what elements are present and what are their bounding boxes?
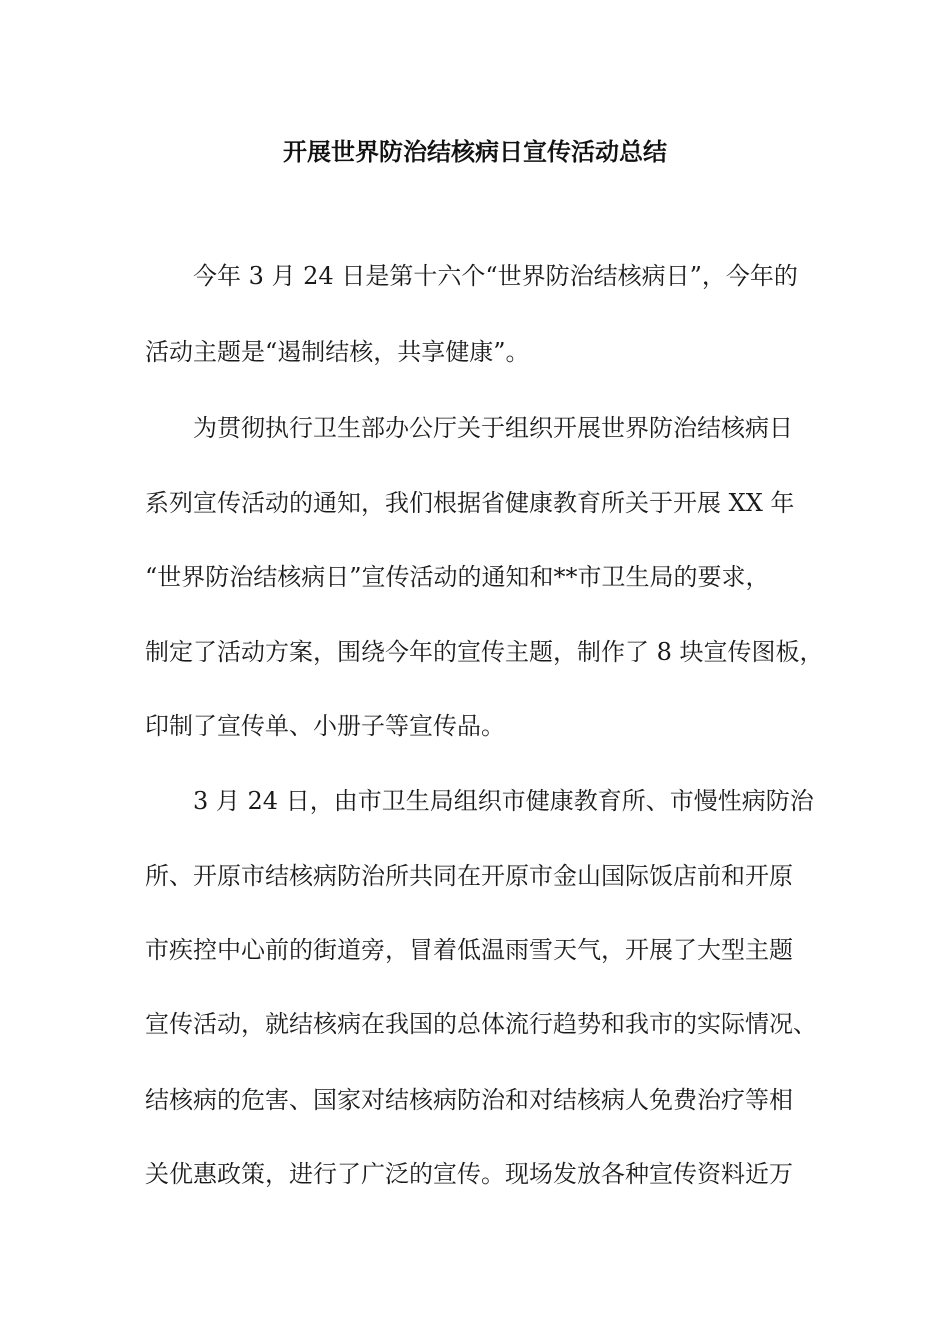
- paragraph-2-line-3: “世界防治结核病日”宣传活动的通知和**市卫生局的要求，: [145, 563, 770, 591]
- paragraph-2-line-4: 制定了活动方案，围绕今年的宣传主题，制作了 8 块宣传图板，: [145, 638, 824, 666]
- paragraph-3-line-5: 结核病的危害、国家对结核病防治和对结核病人免费治疗等相: [145, 1086, 793, 1114]
- paragraph-1-line-1: 今年 3 月 24 日是第十六个“世界防治结核病日”，今年的: [193, 262, 798, 290]
- paragraph-3-line-4: 宣传活动，就结核病在我国的总体流行趋势和我市的实际情况、: [145, 1010, 817, 1038]
- paragraph-3-line-1: 3 月 24 日，由市卫生局组织市健康教育所、市慢性病防治: [193, 787, 814, 815]
- document-title: 开展世界防治结核病日宣传活动总结: [283, 137, 667, 166]
- paragraph-2-line-1: 为贯彻执行卫生部办公厅关于组织开展世界防治结核病日: [193, 414, 793, 442]
- paragraph-3-line-3: 市疾控中心前的街道旁，冒着低温雨雪天气，开展了大型主题: [145, 936, 793, 964]
- paragraph-2-line-2: 系列宣传活动的通知，我们根据省健康教育所关于开展 XX 年: [145, 489, 795, 517]
- paragraph-3-line-2: 所、开原市结核病防治所共同在开原市金山国际饭店前和开原: [145, 862, 793, 890]
- paragraph-2-line-5: 印制了宣传单、小册子等宣传品。: [145, 712, 505, 740]
- paragraph-3-line-6: 关优惠政策，进行了广泛的宣传。现场发放各种宣传资料近万: [145, 1160, 793, 1188]
- paragraph-1-line-2: 活动主题是“遏制结核，共享健康”。: [145, 338, 530, 366]
